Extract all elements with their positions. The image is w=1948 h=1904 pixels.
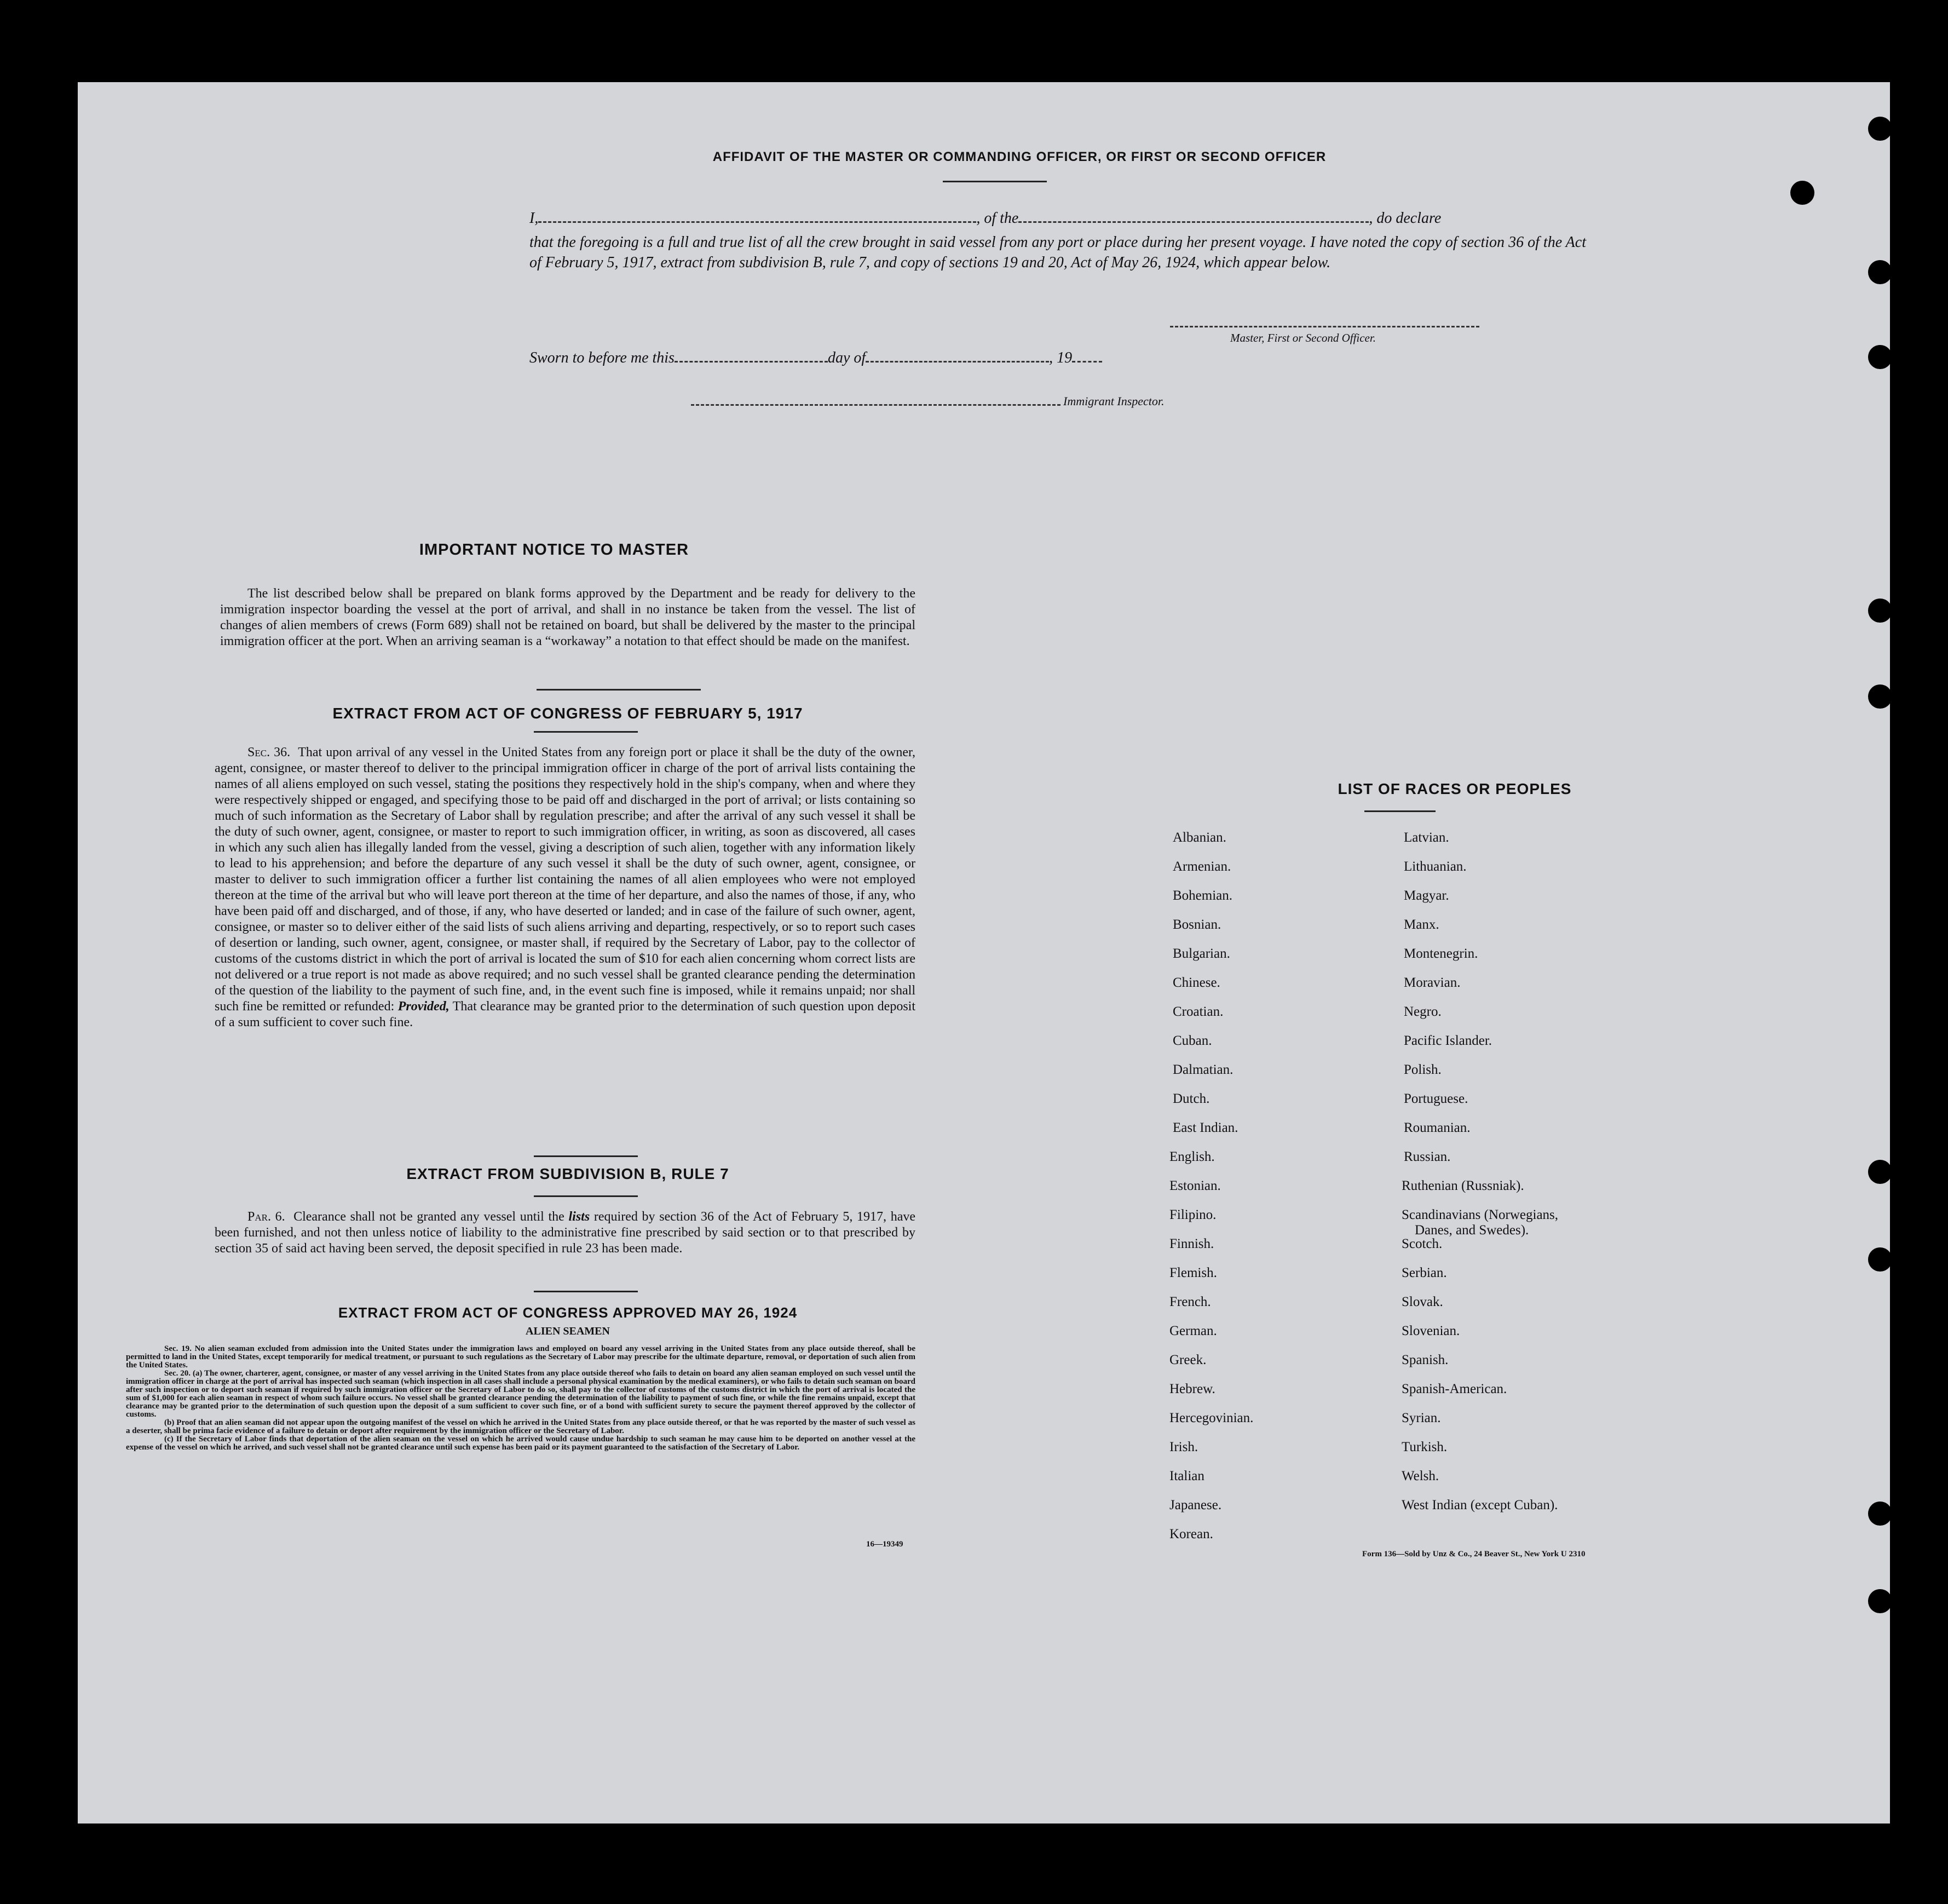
vessel-name-field[interactable] bbox=[1018, 221, 1369, 223]
race-item: German. bbox=[1169, 1324, 1217, 1338]
rule-b-title: EXTRACT FROM SUBDIVISION B, RULE 7 bbox=[406, 1165, 729, 1182]
divider bbox=[537, 689, 701, 691]
race-item: Filipino. bbox=[1169, 1207, 1217, 1222]
affidavit-title: AFFIDAVIT OF THE MASTER OR COMMANDING OFFICER, OR FIRST OR SECOND OFFICER bbox=[712, 149, 1327, 164]
sworn-year-field[interactable] bbox=[1072, 361, 1102, 363]
race-item: Magyar. bbox=[1404, 888, 1449, 903]
sworn-line bbox=[529, 349, 1296, 367]
race-item: Albanian. bbox=[1173, 830, 1226, 845]
race-item: Dalmatian. bbox=[1173, 1062, 1234, 1077]
binder-hole bbox=[1868, 1247, 1892, 1272]
race-item: Montenegrin. bbox=[1404, 946, 1478, 961]
binder-hole bbox=[1868, 1589, 1892, 1613]
inspector-caption: Immigrant Inspector. bbox=[1063, 394, 1165, 408]
vessel-label: , of the bbox=[976, 210, 1019, 227]
lists-word: lists bbox=[568, 1210, 590, 1224]
race-item: East Indian. bbox=[1173, 1120, 1238, 1135]
binder-hole bbox=[1868, 599, 1892, 623]
race-item: Ruthenian (Russniak). bbox=[1402, 1178, 1524, 1193]
race-item: Moravian. bbox=[1404, 975, 1461, 990]
race-item: Croatian. bbox=[1173, 1004, 1224, 1019]
declaration-line bbox=[529, 210, 1586, 227]
section-20c-text: (c) If the Secretary of Labor finds that deportation of the alien seaman on the vessel on which he arrived would cause undue hardship to such seaman he may cause him to be deported on another vessel at the expense of the vessel on which he arrived, and such vessel shall not be granted clearance until such expense has been paid or its payment guaranteed to the satisfaction of the Secretary of Labor. bbox=[126, 1435, 915, 1452]
divider bbox=[534, 1291, 638, 1292]
race-item: Latvian. bbox=[1404, 830, 1449, 845]
race-item: Syrian. bbox=[1402, 1411, 1441, 1425]
declaration-body: that the foregoing is a full and true list of all the crew brought in said vessel from any port or place during her present voyage. I have noted the copy of section 36 of the Act of February 5, 1917, extract from subdivision B, rule 7, and copy of sections 19 and 20, Act of May 26, 1924, which appear below. bbox=[529, 234, 1586, 271]
race-item: West Indian (except Cuban). bbox=[1402, 1498, 1558, 1512]
section-20a-text: Sec. 20. (a) The owner, charterer, agent, consignee, or master of any vessel arriving in the United States from any place outside thereof who fails to detain on board any alien seaman employed on such vessel until the immigration officer in charge at the port of arrival has inspected such seaman (which inspection in all cases shall include a personal physical examination by the medical examiners), or who fails to detain such seaman on board after such inspection or to deport such seaman if required by such immigration officer or the Secretary of Labor to do so, shall pay to the collector of customs of the customs district in which the port of arrival is located the sum of $1,000 for each alien seaman in respect of whom such failure occurs. No vessel shall be granted clearance pending the determination of the liability to payment of such fine, or while the fine remains unpaid, except that clearance may be granted prior to the determination of such question upon the deposit of a sum sufficient to cover such fine, or of a bond with sufficient surety to secure the payment thereof approved by the collector of customs. bbox=[126, 1369, 915, 1419]
paragraph-6-body: Clearance shall not be granted any vessel until the bbox=[293, 1210, 564, 1224]
race-item: Scandinavians (Norwegians, bbox=[1402, 1207, 1559, 1222]
race-item: Japanese. bbox=[1169, 1498, 1222, 1512]
race-item: Hercegovinian. bbox=[1169, 1411, 1254, 1425]
race-item: Manx. bbox=[1404, 917, 1439, 932]
master-signature-caption: Master, First or Second Officer. bbox=[1230, 331, 1376, 344]
divider bbox=[534, 1155, 638, 1157]
race-item: Bohemian. bbox=[1173, 888, 1233, 903]
binder-hole bbox=[1868, 117, 1892, 141]
year-label: , 19 bbox=[1049, 349, 1073, 366]
race-item: English. bbox=[1169, 1149, 1215, 1164]
alien-seamen-heading: ALIEN SEAMEN bbox=[526, 1325, 610, 1337]
race-item: Turkish. bbox=[1402, 1440, 1448, 1454]
declarant-name-field[interactable] bbox=[538, 221, 976, 223]
race-item: Hebrew. bbox=[1169, 1382, 1215, 1396]
paragraph-6-label: Par. 6. bbox=[247, 1210, 285, 1224]
declare-label: , do declare bbox=[1369, 210, 1442, 227]
paragraph-6-text bbox=[215, 1209, 915, 1257]
race-item: Danes, and Swedes). bbox=[1415, 1223, 1529, 1238]
race-item: Italian bbox=[1169, 1469, 1204, 1483]
race-item: Russian. bbox=[1404, 1149, 1451, 1164]
section-36-label: Sec. 36. bbox=[247, 745, 291, 760]
act-1924-title: EXTRACT FROM ACT OF CONGRESS APPROVED MAY 26, 1924 bbox=[338, 1304, 798, 1321]
document-page bbox=[78, 82, 1890, 1824]
race-item: Armenian. bbox=[1173, 859, 1231, 874]
sworn-label: Sworn to before me this bbox=[529, 349, 675, 366]
race-item: Lithuanian. bbox=[1404, 859, 1467, 874]
notice-title: IMPORTANT NOTICE TO MASTER bbox=[419, 541, 689, 559]
provided-word: Provided, bbox=[397, 999, 449, 1014]
day-of-label: day of bbox=[827, 349, 866, 366]
declarant-label: I, bbox=[529, 210, 539, 227]
binder-hole bbox=[1790, 181, 1814, 205]
divider bbox=[534, 731, 638, 733]
binder-hole bbox=[1868, 1502, 1892, 1526]
race-item: Flemish. bbox=[1169, 1266, 1217, 1280]
section-19-text: Sec. 19. No alien seaman excluded from admission into the United States under the immigration laws and employed on board any vessel arriving in the United States from any place outside thereof, shall be permitted to land in the United States, except temporarily for medical treatment, or pursuant to such regulations as the Secretary of Labor may prescribe for the ultimate departure, removal, or deportation of such alien from the United States. bbox=[126, 1344, 915, 1370]
race-item: Scotch. bbox=[1402, 1236, 1443, 1251]
divider bbox=[943, 181, 1047, 182]
race-item: Greek. bbox=[1169, 1353, 1207, 1367]
race-item: Cuban. bbox=[1173, 1033, 1212, 1048]
race-item: Polish. bbox=[1404, 1062, 1442, 1077]
race-item: Serbian. bbox=[1402, 1266, 1447, 1280]
race-item: Portuguese. bbox=[1404, 1091, 1468, 1106]
race-item: Finnish. bbox=[1169, 1236, 1214, 1251]
race-item: Welsh. bbox=[1402, 1469, 1439, 1483]
race-item: Bosnian. bbox=[1173, 917, 1221, 932]
sworn-month-field[interactable] bbox=[866, 361, 1049, 363]
sections-19-20-text bbox=[126, 1345, 915, 1452]
print-code: 16—19349 bbox=[866, 1540, 903, 1549]
section-36-body: That upon arrival of any vessel in the United States from any foreign port or place it shall be the duty of the owner, agent, consignee, or master thereof to deliver to the principal immigration officer in charge of the port of arrival lists containing the names of all aliens employed on such vessel, stating the positions they respectively hold in the ship's company, when and where they were respectively shipped or engaged, and specifying those to be paid off and discharged in the port of arrival; or lists containing so much of such information as the Secretary of Labor shall by regulation prescribe; and after the arrival of any such vessel it shall be the duty of such owner, agent, consignee, or master to report to such immigration officer, in writing, as soon as discovered, all cases in which any such alien has illegally landed from the vessel, giving a description of such alien, together with any information likely to lead to his apprehension; and before the departure of any such vessel it shall be the duty of such owner, agent, consignee, or master to deliver to such immigration officer a further list containing the names of all alien employees who were not employed thereon at the time of the arrival but who will leave port thereon at the time of her departure, and also the names of those, if any, who have been paid off and discharged, and of those, if any, who have deserted or landed; and in case of the failure of such owner, agent, consignee, or master so to deliver either of the said lists of such aliens arriving and departing, respectively, or so to report such cases of desertion or landing, such owner, agent, consignee, or master shall, if required by the Secretary of Labor, pay to the collector of customs of the customs district in which the port of arrival is located the sum of $10 for each alien concerning whom correct lists are not delivered or a true report is not made as above required; and no such vessel shall be granted clearance pending the determination of the question of the liability to the payment of such fine, and, in the event such fine is imposed, while it remains unpaid; nor shall such fine be remitted or refunded: bbox=[215, 745, 916, 1014]
races-title: LIST OF RACES OR PEOPLES bbox=[1338, 780, 1572, 797]
race-item: Slovak. bbox=[1402, 1295, 1443, 1309]
race-item: Irish. bbox=[1169, 1440, 1198, 1454]
race-item: Roumanian. bbox=[1404, 1120, 1471, 1135]
section-36-proviso: That clearance may be granted prior to the determination of such question upon deposit of a sum sufficient to cover such fine. bbox=[215, 999, 916, 1029]
sworn-day-field[interactable] bbox=[675, 361, 828, 363]
race-item: Estonian. bbox=[1169, 1178, 1221, 1193]
race-item: Slovenian. bbox=[1402, 1324, 1460, 1338]
race-item: Korean. bbox=[1169, 1527, 1213, 1541]
race-item: Pacific Islander. bbox=[1404, 1033, 1492, 1048]
section-36-text bbox=[215, 745, 915, 1031]
paragraph-6-body-cont: required by section 36 of the Act of February 5, 1917, have been furnished, and not then unless notice of liability to the administrative fine prescribed by said section or to that prescribed by section 35 of said act having been served, the deposit specified in rule 23 has been made. bbox=[215, 1210, 916, 1256]
binder-hole bbox=[1868, 260, 1892, 284]
race-item: Chinese. bbox=[1173, 975, 1220, 990]
binder-hole bbox=[1868, 1160, 1892, 1184]
binder-hole bbox=[1868, 345, 1892, 369]
act-1917-title: EXTRACT FROM ACT OF CONGRESS OF FEBRUARY 5, 1917 bbox=[332, 705, 803, 722]
binder-hole bbox=[1868, 684, 1892, 709]
race-item: Dutch. bbox=[1173, 1091, 1210, 1106]
race-item: French. bbox=[1169, 1295, 1211, 1309]
divider bbox=[534, 1195, 638, 1197]
form-note: Form 136—Sold by Unz & Co., 24 Beaver St., New York U 2310 bbox=[1362, 1550, 1586, 1558]
race-item: Bulgarian. bbox=[1173, 946, 1230, 961]
divider bbox=[1364, 810, 1436, 812]
inspector-signature-field[interactable] bbox=[691, 404, 1061, 406]
race-item: Negro. bbox=[1404, 1004, 1442, 1019]
master-signature-field[interactable] bbox=[1170, 326, 1479, 327]
section-20b-text: (b) Proof that an alien seaman did not appear upon the outgoing manifest of the vessel on which he arrived in the United States from any place outside thereof, or that he was reported by the master of such vessel as a deserter, shall be prima facie evidence of a failure to detain or deport after requirement by the immigration officer or the Secretary of Labor. bbox=[126, 1418, 915, 1435]
race-item: Spanish-American. bbox=[1402, 1382, 1507, 1396]
race-item: Spanish. bbox=[1402, 1353, 1449, 1367]
notice-body: The list described below shall be prepared on blank forms approved by the Department and be ready for delivery to the immigration inspector boarding the vessel at the port of arrival, and shall in no instance be taken from the vessel. The list of changes of alien members of crews (Form 689) shall not be retained on board, but shall be delivered by the master to the principal immigration officer at the port. When an arriving seaman is a “workaway” a notation to that effect should be made on the manifest. bbox=[220, 586, 915, 648]
